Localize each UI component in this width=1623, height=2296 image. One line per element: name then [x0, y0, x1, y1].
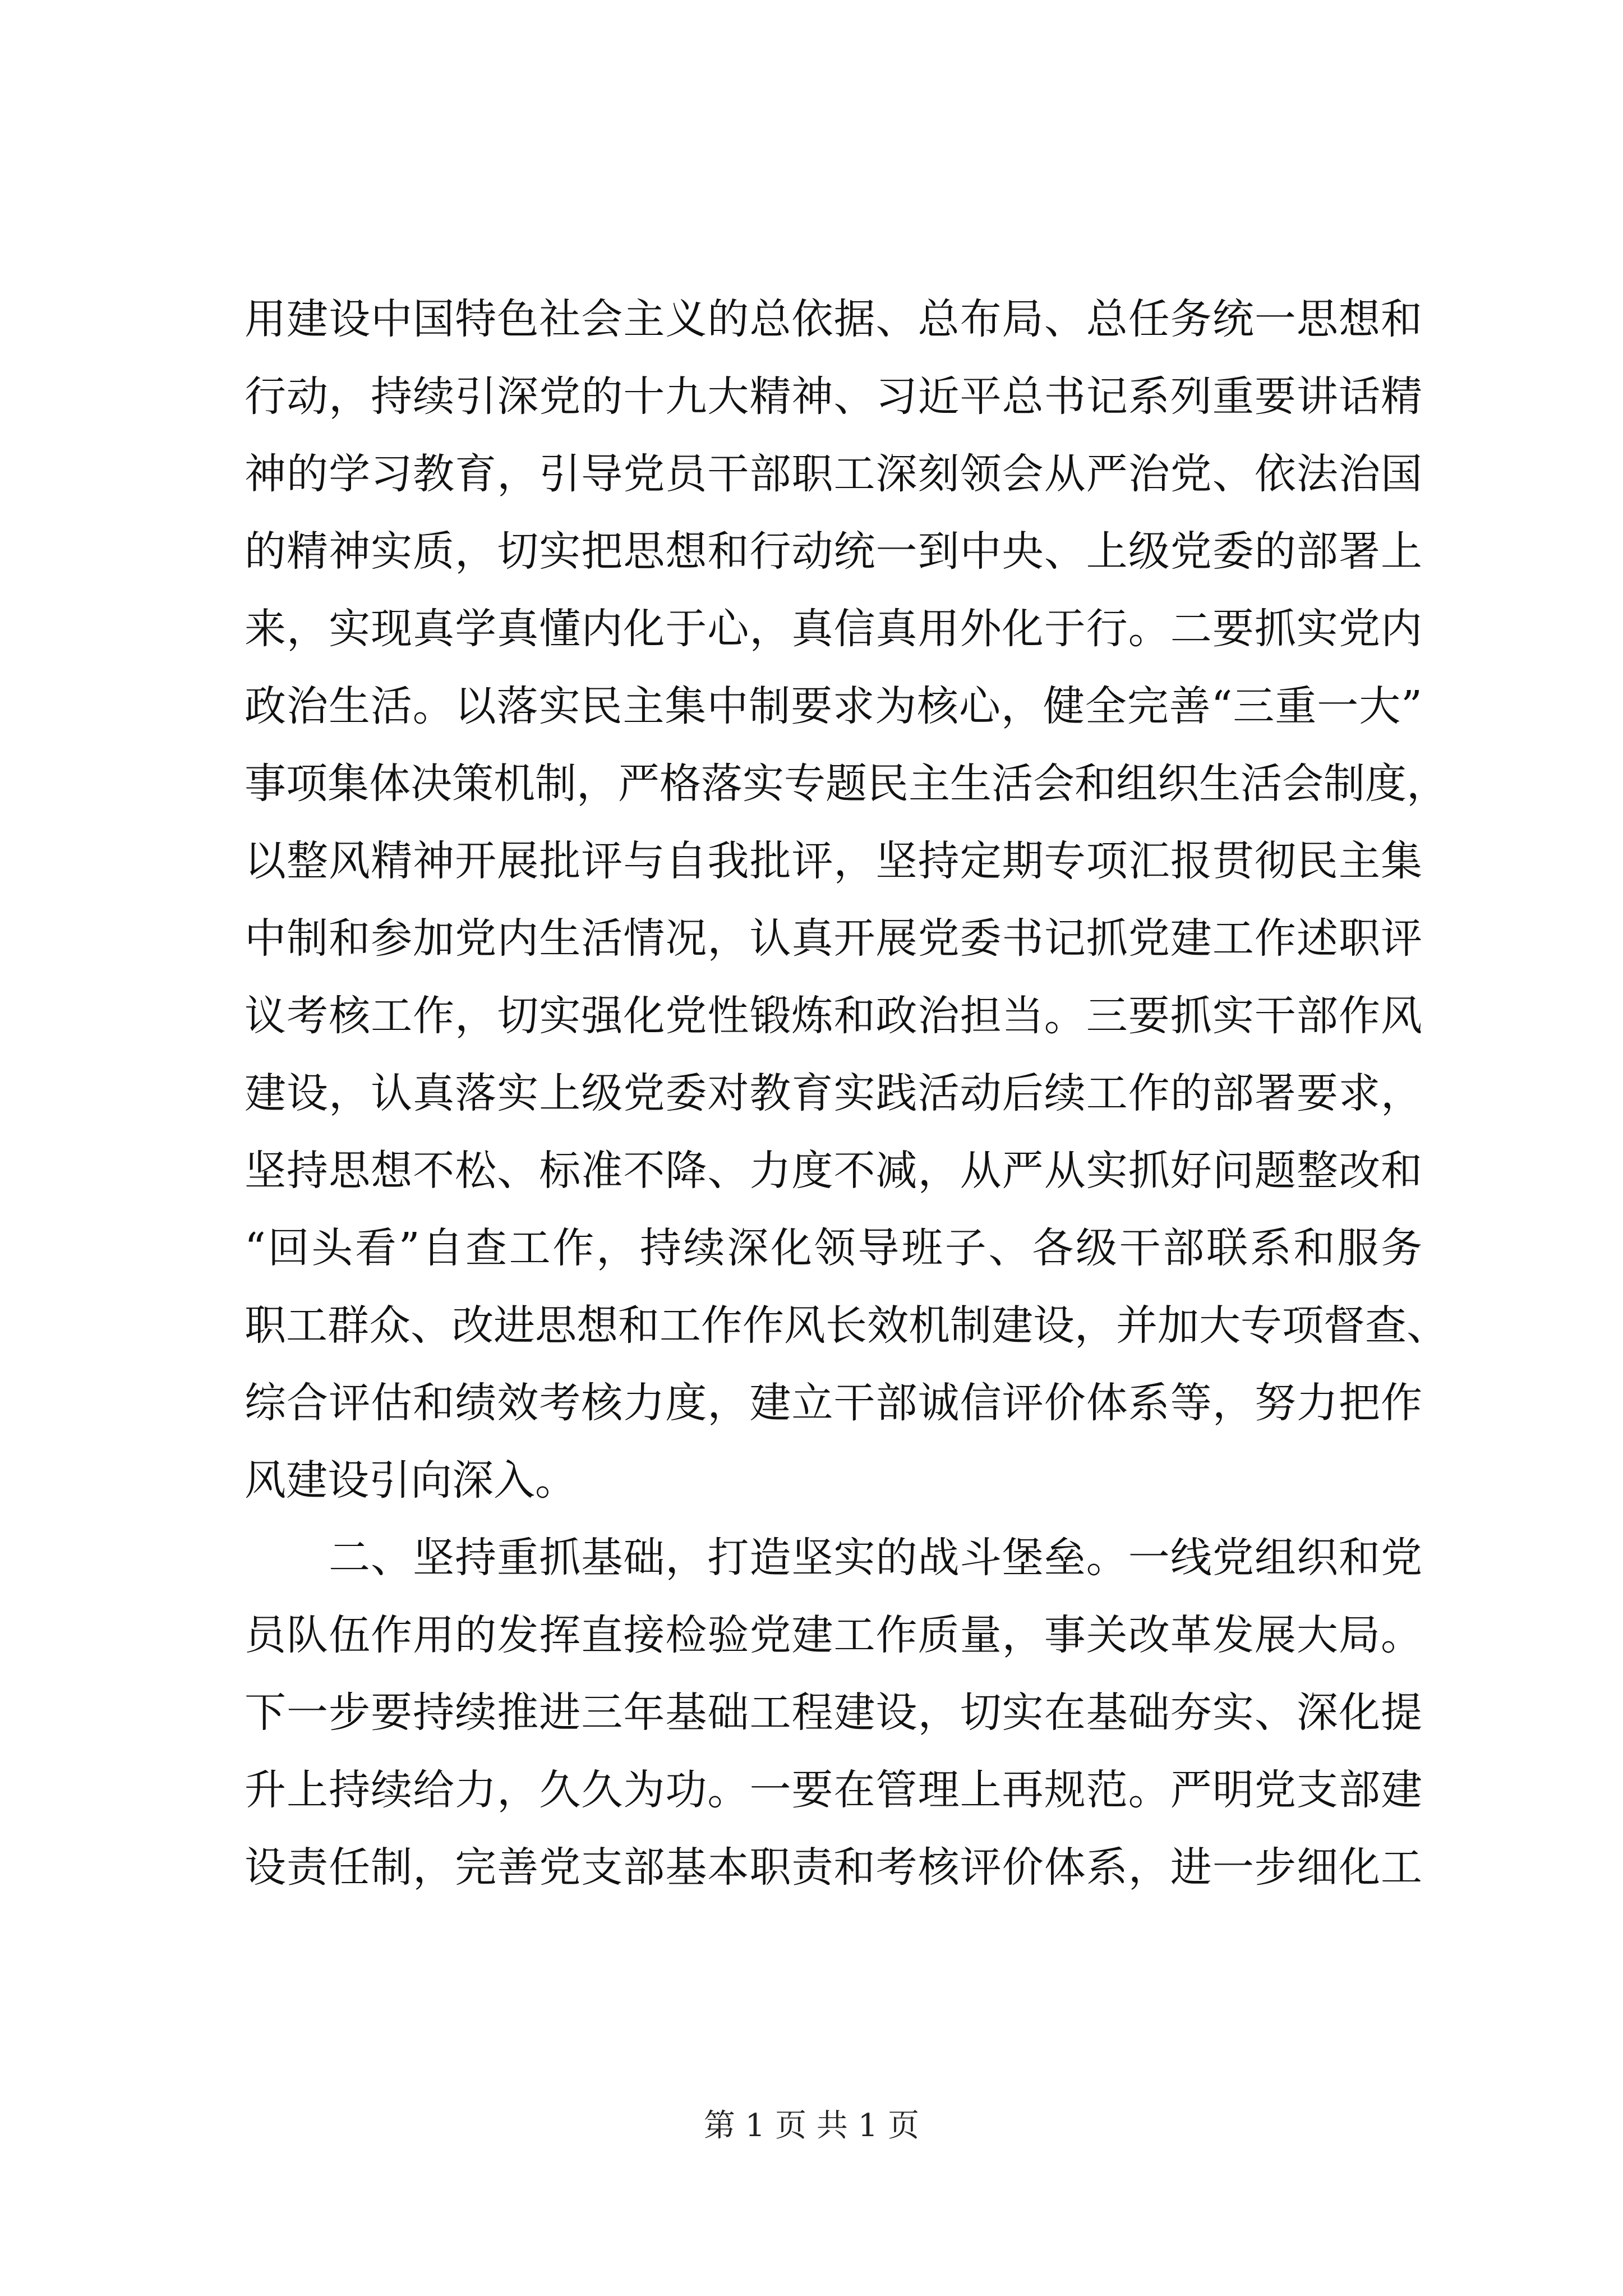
text-line-3: 神的学习教育，引导党员干部职工深刻领会从严治党、依法治国 [245, 450, 1422, 498]
text-line-1: 用建设中国特色社会主义的总依据、总布局、总任务统一思想和 [245, 295, 1422, 343]
text-line-21: 设责任制，完善党支部基本职责和考核评价体系，进一步细化工 [245, 1843, 1422, 1892]
text-line-8: 以整风精神开展批评与自我批评，坚持定期专项汇报贯彻民主集 [245, 837, 1422, 885]
text-line-11: 建设，认真落实上级党委对教育实践活动后续工作的部署要求， [245, 1069, 1422, 1117]
text-line-10: 议考核工作，切实强化党性锻炼和政治担当。三要抓实干部作风 [245, 992, 1422, 1040]
text-line-13: “回头看”自查工作，持续深化领导班子、各级干部联系和服务 [245, 1224, 1422, 1272]
document-body [245, 280, 1448, 1906]
text-line-15: 综合评估和绩效考核力度，建立干部诚信评价体系等，努力把作 [245, 1379, 1422, 1427]
text-line-17: 二、坚持重抓基础，打造坚实的战斗堡垒。一线党组织和党 [329, 1534, 1422, 1582]
text-line-2: 行动，持续引深党的十九大精神、习近平总书记系列重要讲话精 [245, 372, 1422, 421]
text-line-12: 坚持思想不松、标准不降、力度不减，从严从实抓好问题整改和 [245, 1147, 1422, 1195]
text-line-9: 中制和参加党内生活情况，认真开展党委书记抓党建工作述职评 [245, 914, 1422, 963]
text-line-5: 来，实现真学真懂内化于心，真信真用外化于行。二要抓实党内 [245, 605, 1422, 653]
text-line-14: 职工群众、改进思想和工作作风长效机制建设，并加大专项督查、 [245, 1301, 1448, 1350]
text-line-4: 的精神实质，切实把思想和行动统一到中央、上级党委的部署上 [245, 527, 1422, 576]
page-footer: 第 1 页 共 1 页 [703, 2108, 920, 2144]
text-line-7: 事项集体决策机制，严格落实专题民主生活会和组织生活会制度， [245, 760, 1448, 808]
text-line-16: 风建设引向深入。 [245, 1456, 577, 1504]
text-line-6: 政治生活。以落实民主集中制要求为核心，健全完善“三重一大” [245, 682, 1422, 730]
text-line-18: 员队伍作用的发挥直接检验党建工作质量，事关改革发展大局。 [245, 1611, 1422, 1659]
text-line-19: 下一步要持续推进三年基础工程建设，切实在基础夯实、深化提 [245, 1688, 1422, 1737]
text-line-20: 升上持续给力，久久为功。一要在管理上再规范。严明党支部建 [245, 1766, 1422, 1814]
